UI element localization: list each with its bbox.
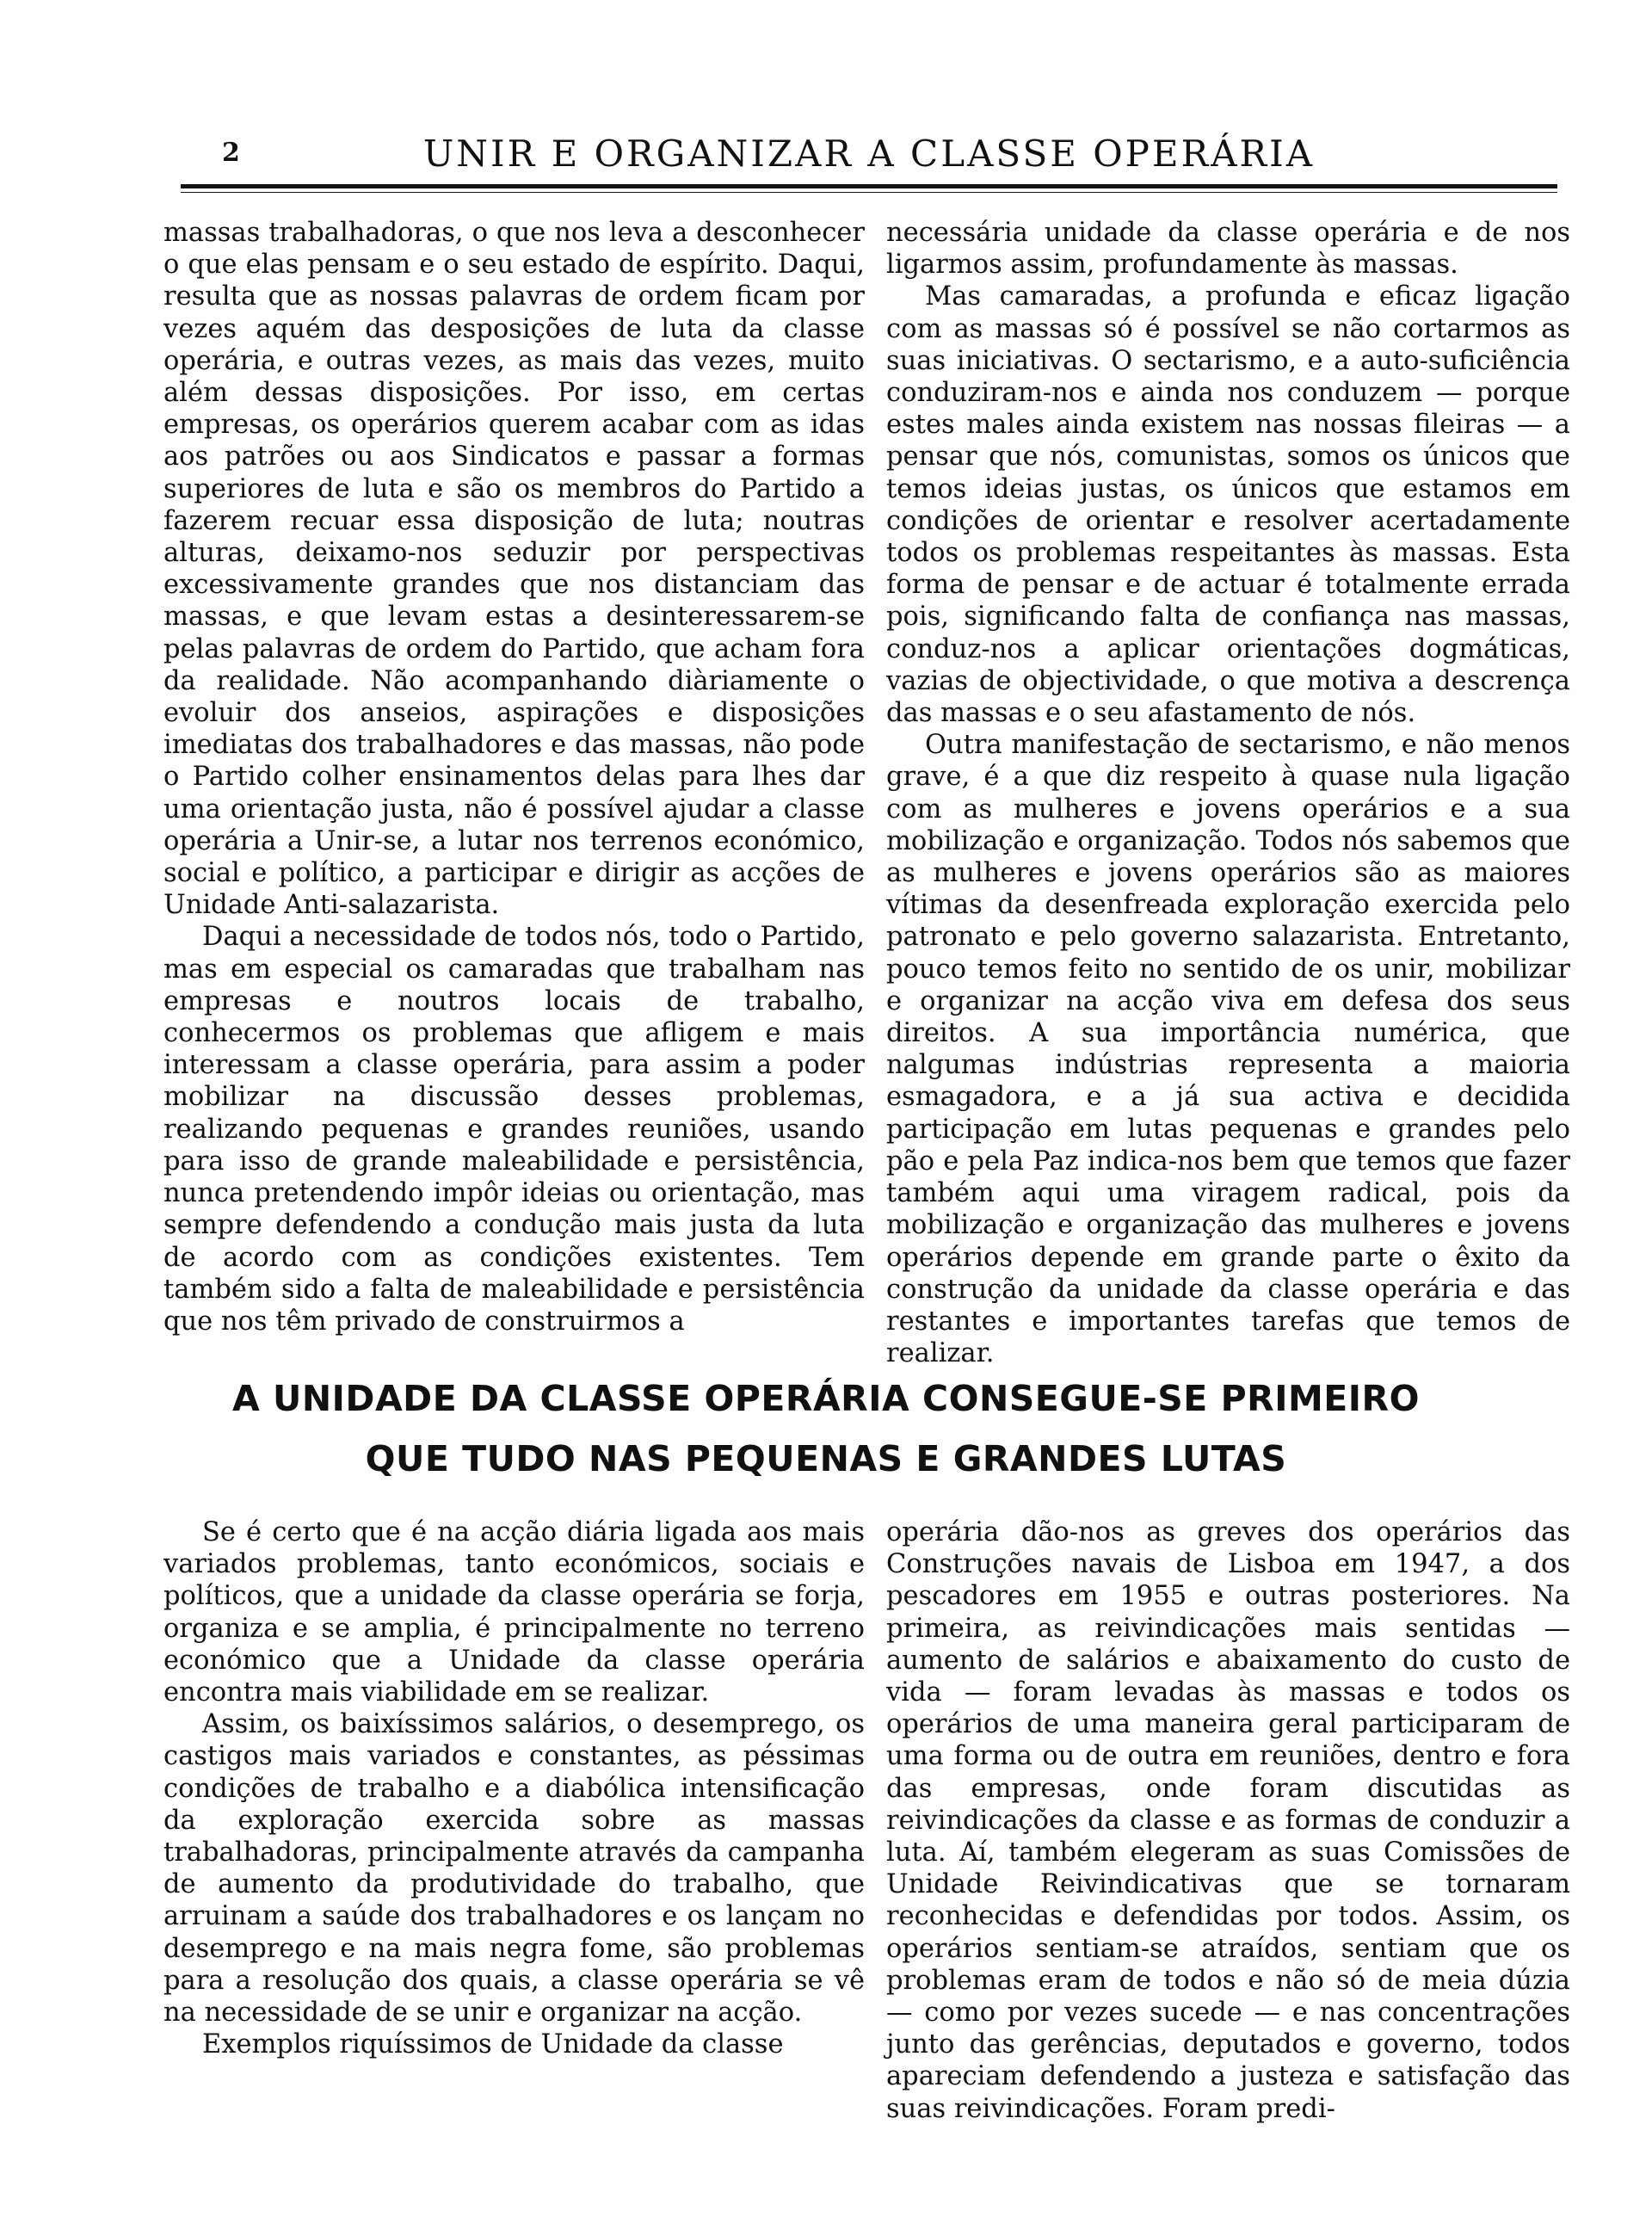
page-number: 2 [222,138,240,168]
bottom-left-column [163,1516,865,2060]
paragraph: Daqui a necessidade de todos nós, todo o Partido, mas em especial os camaradas que trabalham nas empresas e noutros locais de trabalho, conhecermos os problemas que afligem e mais interessam a classe operária, para assim a poder mobilizar na discussão desses problemas, realizando pequenas e grandes reuniões, usando para isso de grande maleabilidade e persistência, nunca pretendendo impôr ideias ou orientação, mas sempre defendendo a condução mais justa da luta de acordo com as condições existentes. Tem também sido a falta de maleabilidade e persistência que nos têm privado de construirmos a [163,922,865,1337]
section-heading-line-2: QUE TUDO NAS PEQUENAS E GRANDES LUTAS [365,1438,1287,1479]
top-right-column [886,217,1570,1369]
paragraph: Exemplos riquíssimos de Unidade da classe [202,2029,784,2060]
running-title: UNIR E ORGANIZAR A CLASSE OPERÁRIA [422,133,1316,175]
paragraph: Assim, os baixíssimos salários, o desemprego, os castigos mais variados e constantes, as péssimas condições de trabalho e a diabólica intensificação da exploração exercida sobre as massas trabalhadoras, principalmente através da campanha de aumento da produtividade do trabalho, que arruinam a saúde dos trabalhadores e os lançam no desemprego e na mais negra fome, são problemas para a resolução dos quais, a classe operária se vê na necessidade de se unir e organizar na acção. [163,1709,865,2029]
section-heading [163,1368,1489,1489]
running-head [181,129,1557,181]
paragraph: necessária unidade da classe operária e de nos ligarmos assim, profundamente às massas. [886,218,1570,281]
bottom-right-column [886,1516,1570,2125]
header-rule [181,184,1557,188]
top-left-column [163,217,865,1337]
paragraph: Mas camaradas, a profunda e eficaz ligação com as massas só é possível se não cortarmos as suas iniciativas. O sectarismo, e a auto-suficiência conduziram-nos e ainda nos conduzem — porque estes males ainda existem nas nossas fileiras — a pensar que nós, comunistas, somos os únicos que temos ideias justas, os únicos que estamos em condições de orientar e resolver acertadamente todos os problemas respeitantes às massas. Esta forma de pensar e de actuar é totalmente errada pois, significando falta de confiança nas massas, conduz-nos a aplicar orientações dogmáticas, vazias de objectividade, o que motiva a descrença das massas e o seu afastamento de nós. [886,281,1570,729]
paragraph: Outra manifestação de sectarismo, e não menos grave, é a que diz respeito à quase nula ligação com as mulheres e jovens operários e a sua mobilização e organização. Todos nós sabemos que as mulheres e jovens operários são as maiores vítimas da desenfreada exploração exercida pelo patronato e pelo governo salazarista. Entretanto, pouco temos feito no sentido de os unir, mobilizar e organizar na acção viva em defesa dos seus direitos. A sua importância numérica, que nalgumas indústrias representa a maioria esmagadora, e a já sua activa e decidida participação em lutas pequenas e grandes pelo pão e pela Paz indica-nos bem que temos que fazer também aqui uma viragem radical, pois da mobilização e organização das mulheres e jovens operários depende em grande parte o êxito da construção da unidade da classe operária e das restantes e importantes tarefas que temos de realizar. [886,730,1570,1369]
paragraph: massas trabalhadoras, o que nos leva a desconhecer o que elas pensam e o seu estado de espírito. Daqui, resulta que as nossas palavras de ordem ficam por vezes aquém das desposições de luta da classe operária, e outras vezes, as mais das vezes, muito além dessas disposições. Por isso, em certas empresas, os operários querem acabar com as idas aos patrões ou aos Sindicatos e passar a formas superiores de luta e são os membros do Partido a fazerem recuar essa disposição de luta; noutras alturas, deixamo-nos seduzir por perspectivas excessivamente grandes que nos distanciam das massas, e que levam estas a desinteressarem-se pelas palavras de ordem do Partido, que acham fora da realidade. Não acompanhando diàriamente o evoluir dos anseios, aspirações e disposições imediatas dos trabalhadores e das massas, não pode o Partido colher ensinamentos delas para lhes dar uma orientação justa, não é possível ajudar a classe operária a Unir-se, a lutar nos terrenos económico, social e político, a participar e dirigir as acções de Unidade Anti-salazarista. [163,218,865,921]
paragraph: operária dão-nos as greves dos operários das Construções navais de Lisboa em 1947, a dos pescadores em 1955 e outras posteriores. Na primeira, as reivindicações mais sentidas — aumento de salários e abaixamento do custo de vida — foram levadas às massas e todos os operários de uma maneira geral participaram de uma forma ou de outra em reuniões, dentro e fora das empresas, onde foram discutidas as reivindicações da classe e as formas de conduzir a luta. Aí, também elegeram as suas Comissões de Unidade Reivindicativas que se tornaram reconhecidas e defendidas por todos. Assim, os operários sentiam-se atraídos, sentiam que os problemas eram de todos e não só de meia dúzia — como por vezes sucede — e nas concentrações junto das gerências, deputados e governo, todos apareciam defendendo a justeza e satisfação das suas reivindicações. Foram predi- [886,1517,1570,2124]
paragraph: Se é certo que é na acção diária ligada aos mais variados problemas, tanto económicos, sociais e políticos, que a unidade da classe operária se forja, organiza e se amplia, é principalmente no terreno económico que a Unidade da classe operária encontra mais viabilidade em se realizar. [163,1517,865,1708]
section-heading-line-1: A UNIDADE DA CLASSE OPERÁRIA CONSEGUE-SE PRIMEIRO [232,1378,1420,1419]
